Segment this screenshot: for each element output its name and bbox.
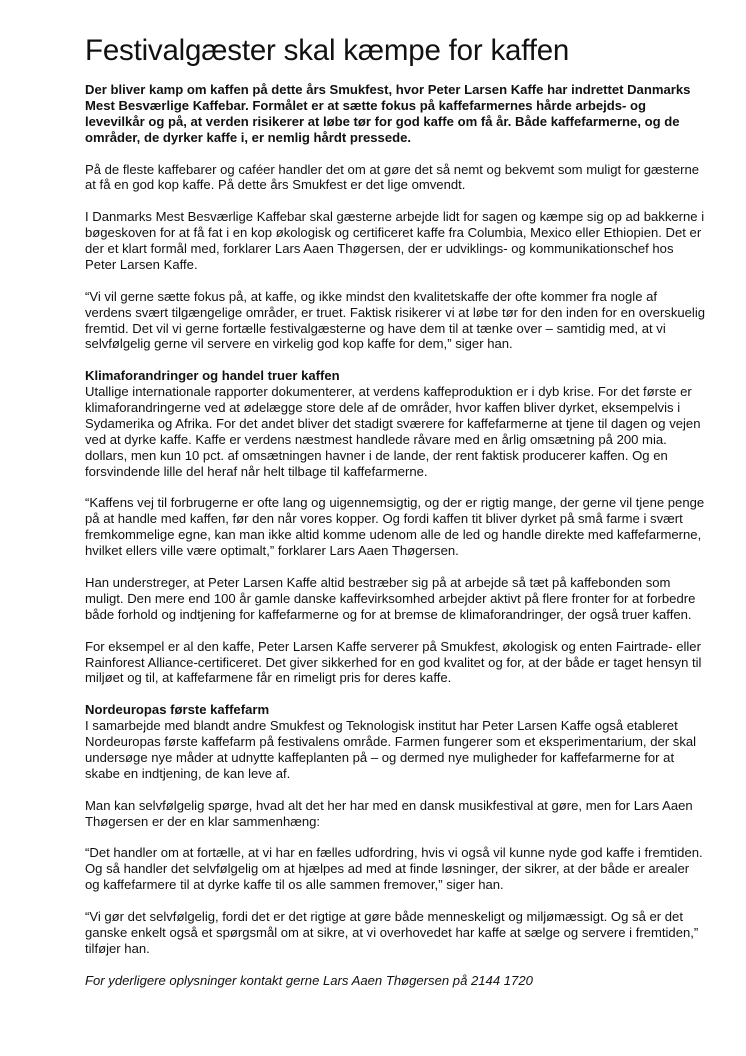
section-heading-climate: Klimaforandringer og handel truer kaffen [85, 368, 340, 384]
body-paragraph-2: I Danmarks Mest Besværlige Kaffebar skal gæsterne arbejde lidt for sagen og kæmpe sig op ad bakkerne i bøgeskoven for at få fat i en kop økologisk og certificeret kaffe fra Columbia, Mexico eller Ethiopien. Det er der et klart formål med, forklarer Lars Aaen Thøgersen, der er udviklings- og kommunikationschef hos Peter Larsen Kaffe. [85, 209, 705, 272]
body-paragraph-1: På de fleste kaffebarer og caféer handler det om at gøre det så nemt og bekvemt som muligt for gæsterne at få en god kop kaffe. På dette års Smukfest er det lige omvendt. [85, 161, 700, 193]
article-title: Festivalgæster skal kæmpe for kaffen [85, 34, 570, 67]
section-coffee-farm [85, 702, 706, 782]
body-paragraph-11: “Vi gør det selvfølgelig, fordi det er det rigtige at gøre både menneskeligt og miljømæssigt. Og så er det ganske enkelt også et spørgsmål om at sikre, at vi overhovedet har kaffe at sælge og servere i fremtiden,” tilføjer han. [85, 908, 699, 956]
contact-line: For yderligere oplysninger kontakt gerne Lars Aaen Thøgersen på 2144 1720 [85, 972, 533, 988]
body-paragraph-5: “Kaffens vej til forbrugerne er ofte lang og uigennemsigtig, og der er rigtig mange, der gerne vil tjene penge på at handle med kaffen, før den når vores kopper. Og fordi kaffen tit bliver dyrket på små farme i svært fremkommelige egne, kan man ikke altid komme udenom alle de led og handle direkte med kaffefarmerne, hvilket ellers ville være optimalt,” forklarer Lars Aaen Thøgersen. [85, 495, 705, 559]
lead-paragraph: Der bliver kamp om kaffen på dette års Smukfest, hvor Peter Larsen Kaffe har indrettet Danmarks Mest Besværlige Kaffebar. Formålet er at sætte fokus på kaffefarmernes hårde arbejds- og levevilkår og på, at verden risikerer at løbe tør for god kaffe om få år. Både kaffefarmerne, og de områder, de dyrker kaffe i, er nemlig hårdt pressede. [85, 82, 691, 145]
section-climate [85, 368, 706, 479]
body-paragraph-10: “Det handler om at fortælle, at vi har en fælles udfordring, hvis vi også vil kunne nyde god kaffe i fremtiden. Og så handler det selvfølgelig om at hjælpes ad med at finde løsninger, der sikrer, at der både er arealer og kaffefarmere til at dyrke kaffe til os alle sammen fremover,” siger han. [85, 845, 703, 893]
section-heading-coffee-farm: Nordeuropas første kaffefarm [85, 702, 270, 718]
body-paragraph-7: For eksempel er al den kaffe, Peter Larsen Kaffe serverer på Smukfest, økologisk og enten Fairtrade- eller Rainforest Alliance-certificeret. Det giver sikkerhed for en god kvalitet og for, at der både er taget hensyn til miljøet og til, at kaffefarmene får en rimeligt pris for deres kaffe. [85, 638, 702, 686]
section-body-coffee-farm: I samarbejde med blandt andre Smukfest og Teknologisk institut har Peter Larsen Kaffe også etableret Nordeuropas første kaffefarm på festivalens område. Farmen fungerer som et eksperimentarium, der skal undersøge nye måder at udnytte kaffeplanten på – og dermed nye muligheder for kaffefarmerne for at skabe en indtjening, de kan leve af. [85, 718, 697, 781]
body-paragraph-3: “Vi vil gerne sætte fokus på, at kaffe, og ikke mindst den kvalitetskaffe der ofte kommer fra nogle af verdens svært tilgængelige områder, er truet. Faktisk risikerer vi at løbe tør for den inden for en overskuelig fremtid. Det vil vi gerne fortælle festivalgæsterne og have dem til at tænke over – samtidig med, at vi selvfølgelig gerne vil servere en virkelig god kop kaffe for dem,” siger han. [85, 288, 706, 352]
section-body-climate: Utallige internationale rapporter dokumenterer, at verdens kaffeproduktion er i dyb krise. For det første er klimaforandringerne ved at ødelægge store dele af de områder, hvor kaffen bliver dyrket, eksempelvis i Sydamerika og Afrika. For det andet bliver det stadigt sværere for kaffefarmerne at tjene til dagen og vejen ved at dyrke kaffe. Kaffe er verdens næstmest handlede råvare med en årlig omsætning på 200 mia. dollars, men kun 10 pct. af omsætningen havner i de lande, der rent faktisk producerer kaffen. Og en forsvindende lille del heraf når helt tilbage til kaffefarmerne. [85, 384, 701, 479]
body-paragraph-6: Han understreger, at Peter Larsen Kaffe altid bestræber sig på at arbejde så tæt på kaffebonden som muligt. Den mere end 100 år gamle danske kaffevirksomhed arbejder aktivt på flere fronter for at forbedre både forhold og indtjening for kaffefarmerne og for at bremse de klimaforandringer, der også truer kaffen. [85, 575, 696, 622]
body-paragraph-9: Man kan selvfølgelig spørge, hvad alt det her har med en dansk musikfestival at gøre, men for Lars Aaen Thøgersen er der en klar sammenhæng: [85, 797, 693, 829]
